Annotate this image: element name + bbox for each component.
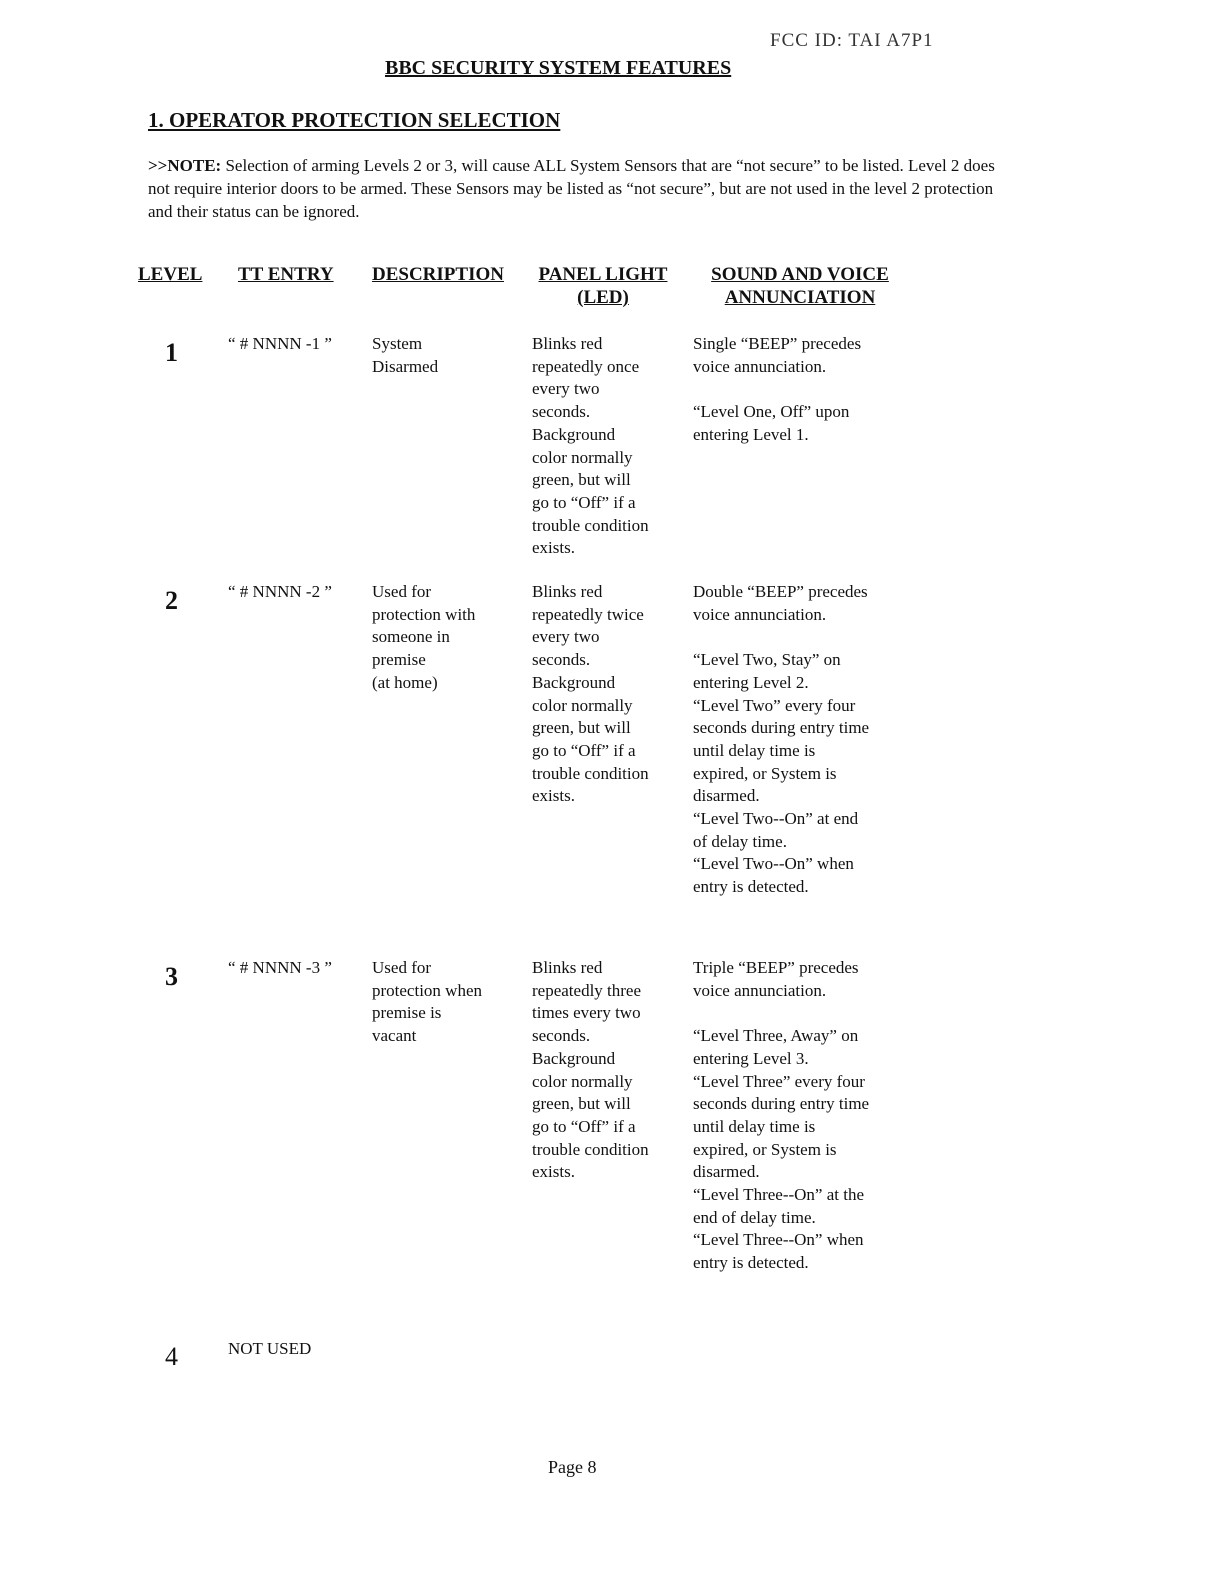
row-tt-entry: NOT USED	[228, 1339, 312, 1358]
row-panel-light: Blinks red repeatedly once every two seconds. Background color normally green, but will go to “Off” if a trouble condition exists.	[532, 334, 649, 558]
column-header-panel-light: PANEL LIGHT (LED)	[538, 264, 668, 308]
row-description: System Disarmed	[372, 334, 439, 376]
column-header-level: LEVEL	[138, 264, 203, 285]
note-prefix: >>NOTE:	[148, 156, 222, 175]
section-title: 1. OPERATOR PROTECTION SELECTION	[148, 108, 561, 132]
note-text: Selection of arming Levels 2 or 3, will cause ALL System Sensors that are “not secure” to be listed. Level 2 does not require interior doors to be armed. These Sensors may be listed as “not secure”, but are not used in the level 2 protection and their status can be ignored.	[148, 156, 995, 221]
fcc-id: FCC ID: TAI A7P1	[770, 30, 934, 51]
row-tt-entry: “ # NNNN -1 ”	[228, 334, 332, 353]
row-panel-light: Blinks red repeatedly twice every two seconds. Background color normally green, but will go to “Off” if a trouble condition exists.	[532, 582, 649, 806]
note-paragraph	[148, 154, 1008, 223]
document-title: BBC SECURITY SYSTEM FEATURES	[385, 57, 732, 79]
row-description: Used for protection when premise is vacant	[372, 958, 482, 1046]
row-tt-entry: “ # NNNN -3 ”	[228, 958, 332, 977]
row-level: 2	[165, 586, 178, 615]
row-tt-entry: “ # NNNN -2 ”	[228, 582, 332, 601]
row-panel-light: Blinks red repeatedly three times every two seconds. Background color normally green, but will go to “Off” if a trouble condition exists.	[532, 958, 649, 1182]
row-level: 4	[165, 1342, 178, 1371]
row-level: 1	[165, 338, 178, 367]
row-level: 3	[165, 962, 178, 991]
row-sound: Triple “BEEP” precedes voice annunciation. “Level Three, Away” on entering Level 3. “Level Three” every four seconds during entry time until delay time is expired, or System is disarmed. “Level Three--On” at the end of delay time. “Level Three--On” when entry is detected.	[693, 958, 870, 1273]
row-sound: Single “BEEP” precedes voice annunciation. “Level One, Off” upon entering Level 1.	[693, 334, 862, 444]
column-header-description: DESCRIPTION	[372, 264, 504, 285]
row-sound: Double “BEEP” precedes voice annunciation. “Level Two, Stay” on entering Level 2. “Level Two” every four seconds during entry time until delay time is expired, or System is disarmed. “Level Two--On” at end of delay time. “Level Two--On” when entry is detected.	[693, 582, 870, 897]
column-header-sound: SOUND AND VOICE ANNUNCIATION	[711, 264, 889, 308]
page-number: Page 8	[548, 1457, 597, 1477]
column-header-tt-entry: TT ENTRY	[238, 264, 334, 285]
row-description: Used for protection with someone in premise (at home)	[372, 582, 476, 692]
